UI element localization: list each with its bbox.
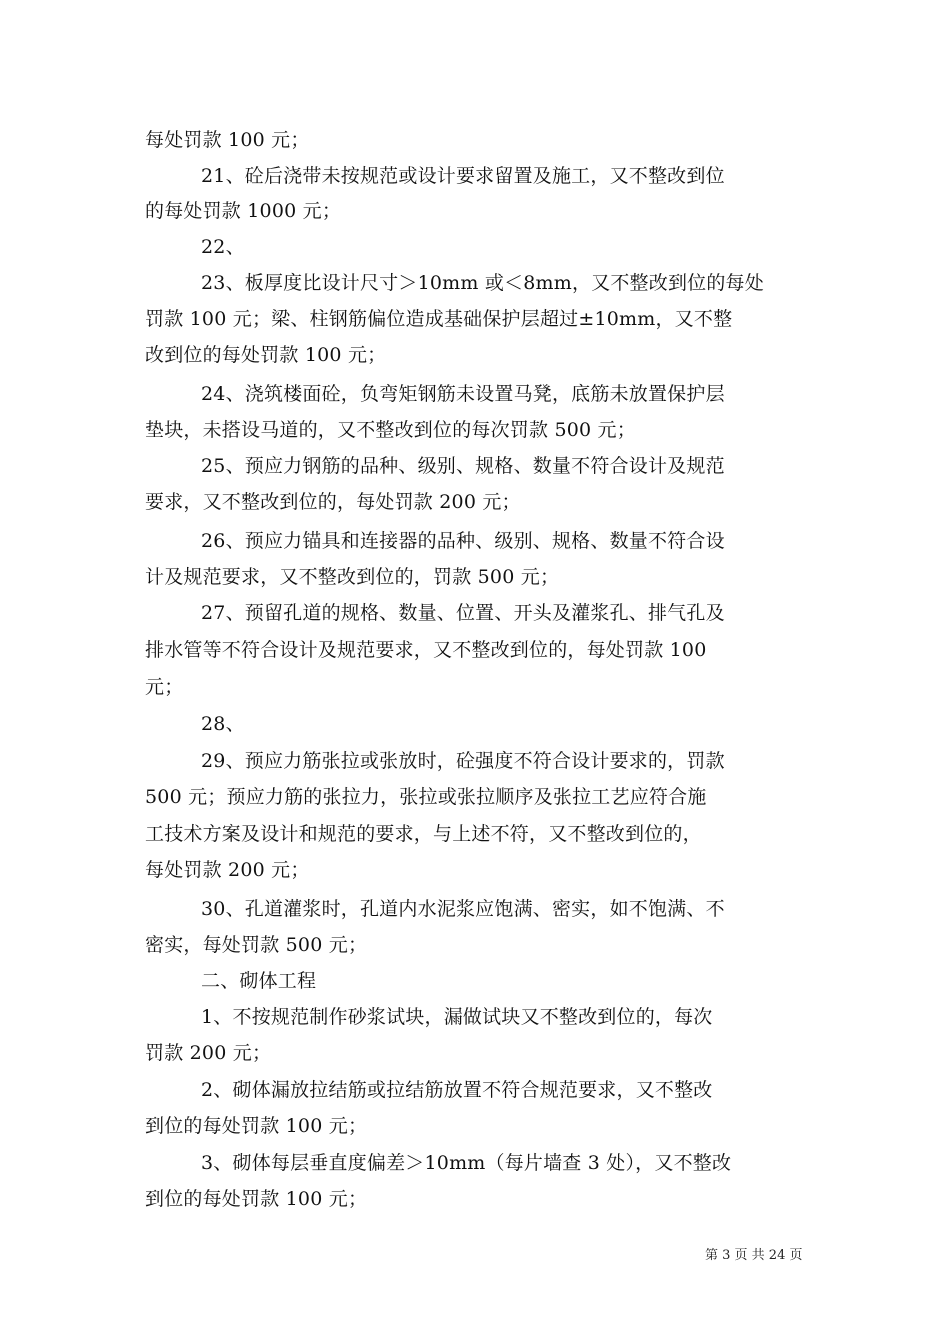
text-line: 21、砼后浇带未按规范或设计要求留置及施工，又不整改到位 xyxy=(201,165,725,187)
text-line: 1、不按规范制作砂浆试块，漏做试块又不整改到位的，每次 xyxy=(201,1006,713,1028)
text-line: 密实，每处罚款 500 元； xyxy=(145,934,368,956)
text-line: 元； xyxy=(145,676,184,698)
text-line: 26、预应力锚具和连接器的品种、级别、规格、数量不符合设 xyxy=(201,530,725,552)
section-heading: 二、砌体工程 xyxy=(201,970,317,992)
text-line: 每处罚款 100 元； xyxy=(145,129,310,151)
text-line: 25、预应力钢筋的品种、级别、规格、数量不符合设计及规范 xyxy=(201,455,725,477)
text-line: 要求，又不整改到位的，每处罚款 200 元； xyxy=(145,491,521,513)
page-number: 第 3 页 共 24 页 xyxy=(705,1248,803,1263)
text-line: 计及规范要求，又不整改到位的，罚款 500 元； xyxy=(145,566,560,588)
text-line: 30、孔道灌浆时，孔道内水泥浆应饱满、密实，如不饱满、不 xyxy=(201,898,725,920)
text-line: 排水管等不符合设计及规范要求，又不整改到位的，每处罚款 100 xyxy=(145,639,707,661)
text-line: 2、砌体漏放拉结筋或拉结筋放置不符合规范要求，又不整改 xyxy=(201,1079,713,1101)
text-line: 每处罚款 200 元； xyxy=(145,859,310,881)
text-line: 24、浇筑楼面砼，负弯矩钢筋未设置马凳，底筋未放置保护层 xyxy=(201,383,725,405)
text-line: 3、砌体每层垂直度偏差＞10mm（每片墙查 3 处），又不整改 xyxy=(201,1152,732,1174)
text-line: 29、预应力筋张拉或张放时，砼强度不符合设计要求的，罚款 xyxy=(201,750,725,772)
text-line: 500 元；预应力筋的张拉力，张拉或张拉顺序及张拉工艺应符合施 xyxy=(145,786,707,808)
text-line: 28、 xyxy=(201,713,245,735)
text-line: 23、板厚度比设计尺寸＞10mm 或＜8mm，又不整改到位的每处 xyxy=(201,272,764,294)
text-line: 的每处罚款 1000 元； xyxy=(145,200,342,222)
text-line: 垫块，未搭设马道的，又不整改到位的每次罚款 500 元； xyxy=(145,419,636,441)
text-line: 到位的每处罚款 100 元； xyxy=(145,1115,368,1137)
text-line: 工技术方案及设计和规范的要求，与上述不符，又不整改到位的， xyxy=(145,823,702,845)
text-line: 22、 xyxy=(201,236,245,258)
text-line: 罚款 200 元； xyxy=(145,1042,272,1064)
text-line: 改到位的每处罚款 100 元； xyxy=(145,344,387,366)
text-line: 27、预留孔道的规格、数量、位置、开头及灌浆孔、排气孔及 xyxy=(201,602,725,624)
text-line: 罚款 100 元；梁、柱钢筋偏位造成基础保护层超过±10mm，又不整 xyxy=(145,308,733,330)
text-line: 到位的每处罚款 100 元； xyxy=(145,1188,368,1210)
